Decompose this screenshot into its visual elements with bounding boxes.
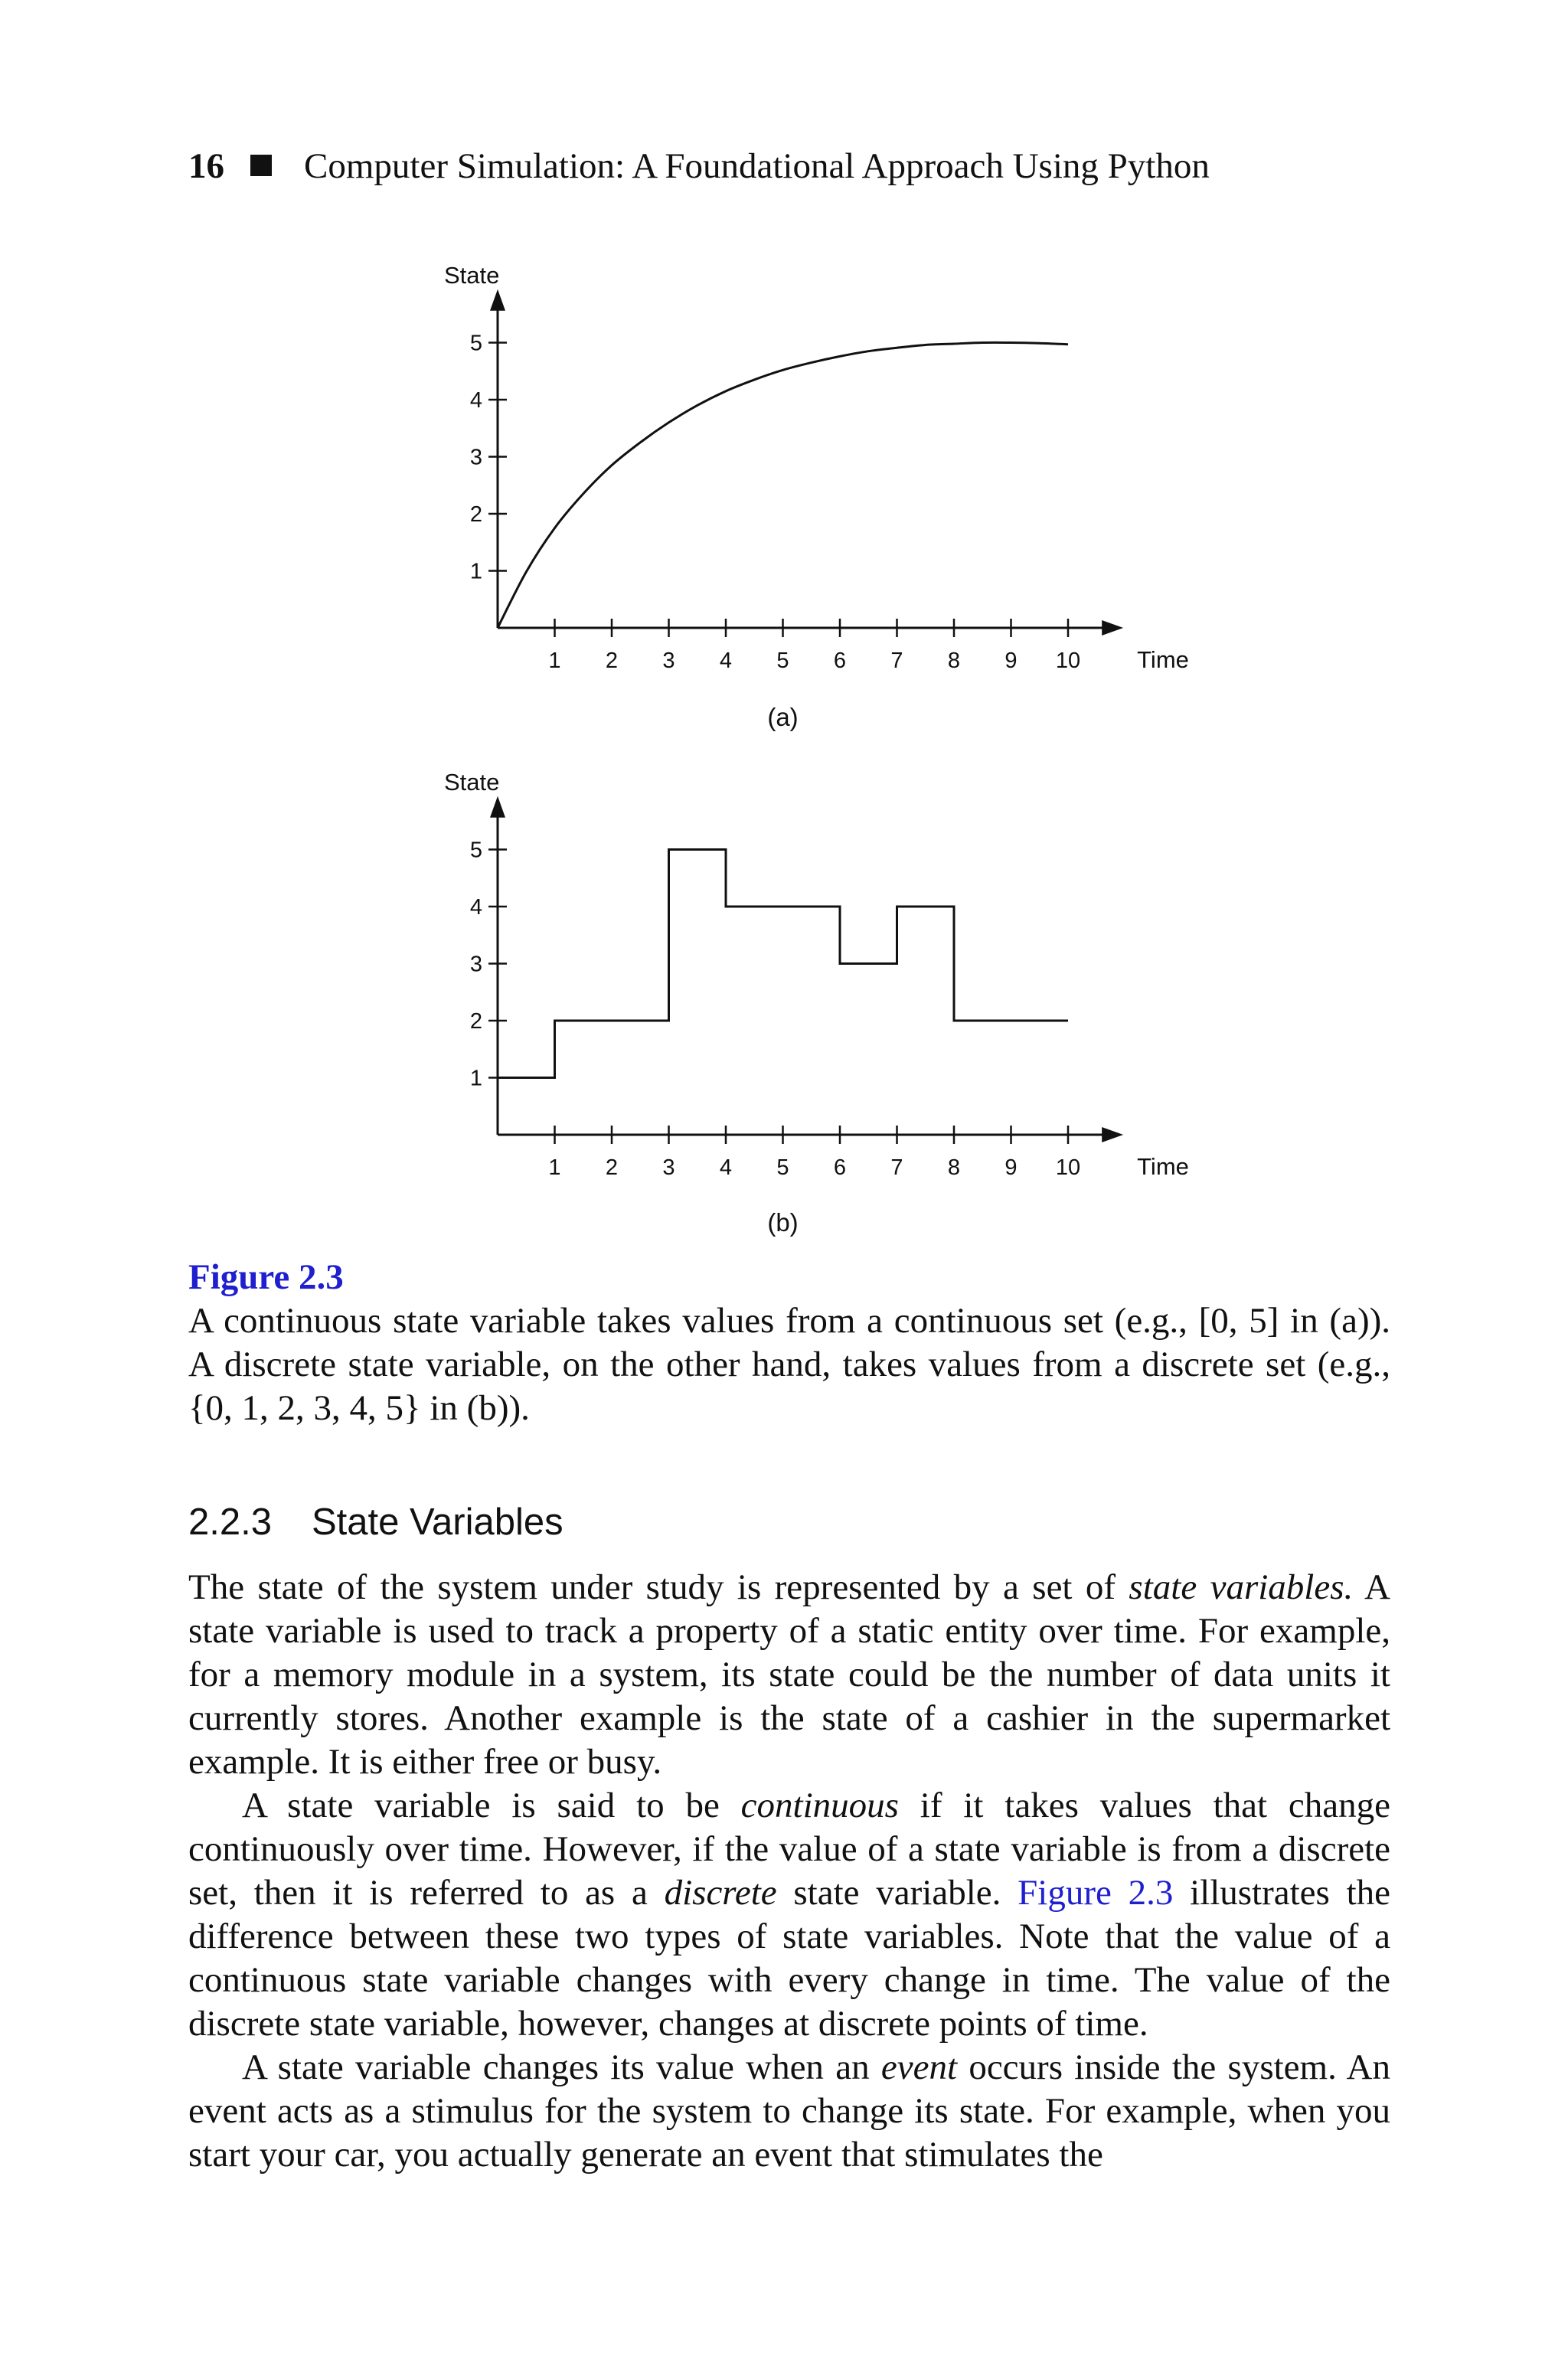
y-axis-arrow-icon [490,289,505,311]
chart-discrete-state [0,735,1568,1256]
state-step-line [498,850,1068,1078]
x-tick-label: 3 [662,649,675,673]
x-tick-label: 6 [833,649,847,673]
x-tick-label: 9 [1004,1155,1018,1180]
text-run: A state variable changes its value when an [242,2047,881,2087]
y-axis-label: State [444,768,500,796]
x-tick-label: 5 [776,1155,789,1180]
y-tick-label: 5 [469,838,482,863]
y-tick-label: 4 [469,388,482,413]
text-run: state variable. [776,1873,1018,1913]
paragraph-2 [188,1784,1390,2046]
x-tick-label: 5 [776,649,789,673]
x-axis-arrow-icon [1102,1127,1123,1142]
x-tick-label: 3 [662,1155,675,1180]
text-run: illustrates the difference between these two types of state variables. Note that the value of a continuous state variable changes with every change in time. The value of the discrete state variable, however, changes at discrete points of time. [188,1873,1391,2044]
x-axis-label: Time [1137,1153,1189,1180]
x-tick-label: 8 [947,649,961,673]
text-run: occurs inside the system. An event acts as a stimulus for the system to change its state. For example, when you start your car, you actually generate an event that stimulates the [188,2047,1390,2175]
section-heading [188,1501,564,1544]
x-tick-label: 2 [605,649,619,673]
x-tick-label: 10 [1055,1155,1081,1180]
y-axis-label: State [444,261,500,289]
y-tick-label: 2 [469,502,482,527]
section-title: State Variables [311,1501,564,1543]
panel-label: (b) [767,1208,799,1237]
x-tick-label: 7 [890,1155,903,1180]
x-tick-label: 8 [947,1155,961,1180]
y-tick-label: 5 [469,331,482,356]
figure-reference-link[interactable]: Figure 2.3 [1018,1873,1174,1913]
x-tick-label: 7 [890,649,903,673]
x-tick-label: 10 [1055,649,1081,673]
y-tick-label: 3 [469,952,482,977]
state-curve-line [498,342,1068,628]
text-run: A state variable is said to be [242,1786,741,1825]
book-title: Computer Simulation: A Foundational Approach Using Python [304,146,1210,186]
x-tick-label: 1 [548,649,561,673]
y-tick-label: 3 [469,445,482,470]
x-tick-label: 4 [719,1155,733,1180]
emphasis-text: event [880,2047,958,2087]
x-tick-label: 9 [1004,649,1018,673]
x-axis-arrow-icon [1102,620,1123,636]
x-tick-label: 4 [719,649,733,673]
y-axis-arrow-icon [490,796,505,818]
figure-label: Figure 2.3 [188,1257,344,1297]
body-text [188,1566,1390,2177]
y-tick-label: 1 [469,1066,482,1091]
text-run: if it takes values that change continuously over time. However, if the value of a state variable is from a discrete set, then it is referred to as a [188,1786,1390,1913]
text-run: The state of the system under study is represented by a set of [188,1567,1129,1607]
paragraph-3 [188,2046,1390,2177]
figure-caption-text: A continuous state variable takes values from a continuous set (e.g., [0, 5] in (a)). A discrete state variable, on the other hand, takes values from a discrete set (e.g., {0, 1, 2, 3, 4, 5} in (b)). [188,1301,1390,1428]
section-number: 2.2.3 [188,1501,272,1543]
emphasis-text: state variables. [1129,1567,1354,1607]
y-tick-label: 2 [469,1009,482,1034]
emphasis-text: discrete [664,1873,777,1913]
x-tick-label: 1 [548,1155,561,1180]
paragraph-1 [188,1566,1390,1784]
chart-continuous-state [0,0,1568,735]
y-tick-label: 1 [469,559,482,584]
text-run: A state variable is used to track a property of a static entity over time. For example, for a memory module in a system, its state could be the number of data units it currently stores. Another example is the state of a cashier in the supermarket example. It is either free or busy. [188,1567,1390,1782]
figure-caption [188,1256,1390,1430]
x-axis-label: Time [1137,646,1189,673]
page-number: 16 [188,146,224,186]
panel-label: (a) [767,703,799,731]
emphasis-text: continuous [740,1786,899,1825]
x-tick-label: 6 [833,1155,847,1180]
x-tick-label: 2 [605,1155,619,1180]
y-tick-label: 4 [469,895,482,920]
